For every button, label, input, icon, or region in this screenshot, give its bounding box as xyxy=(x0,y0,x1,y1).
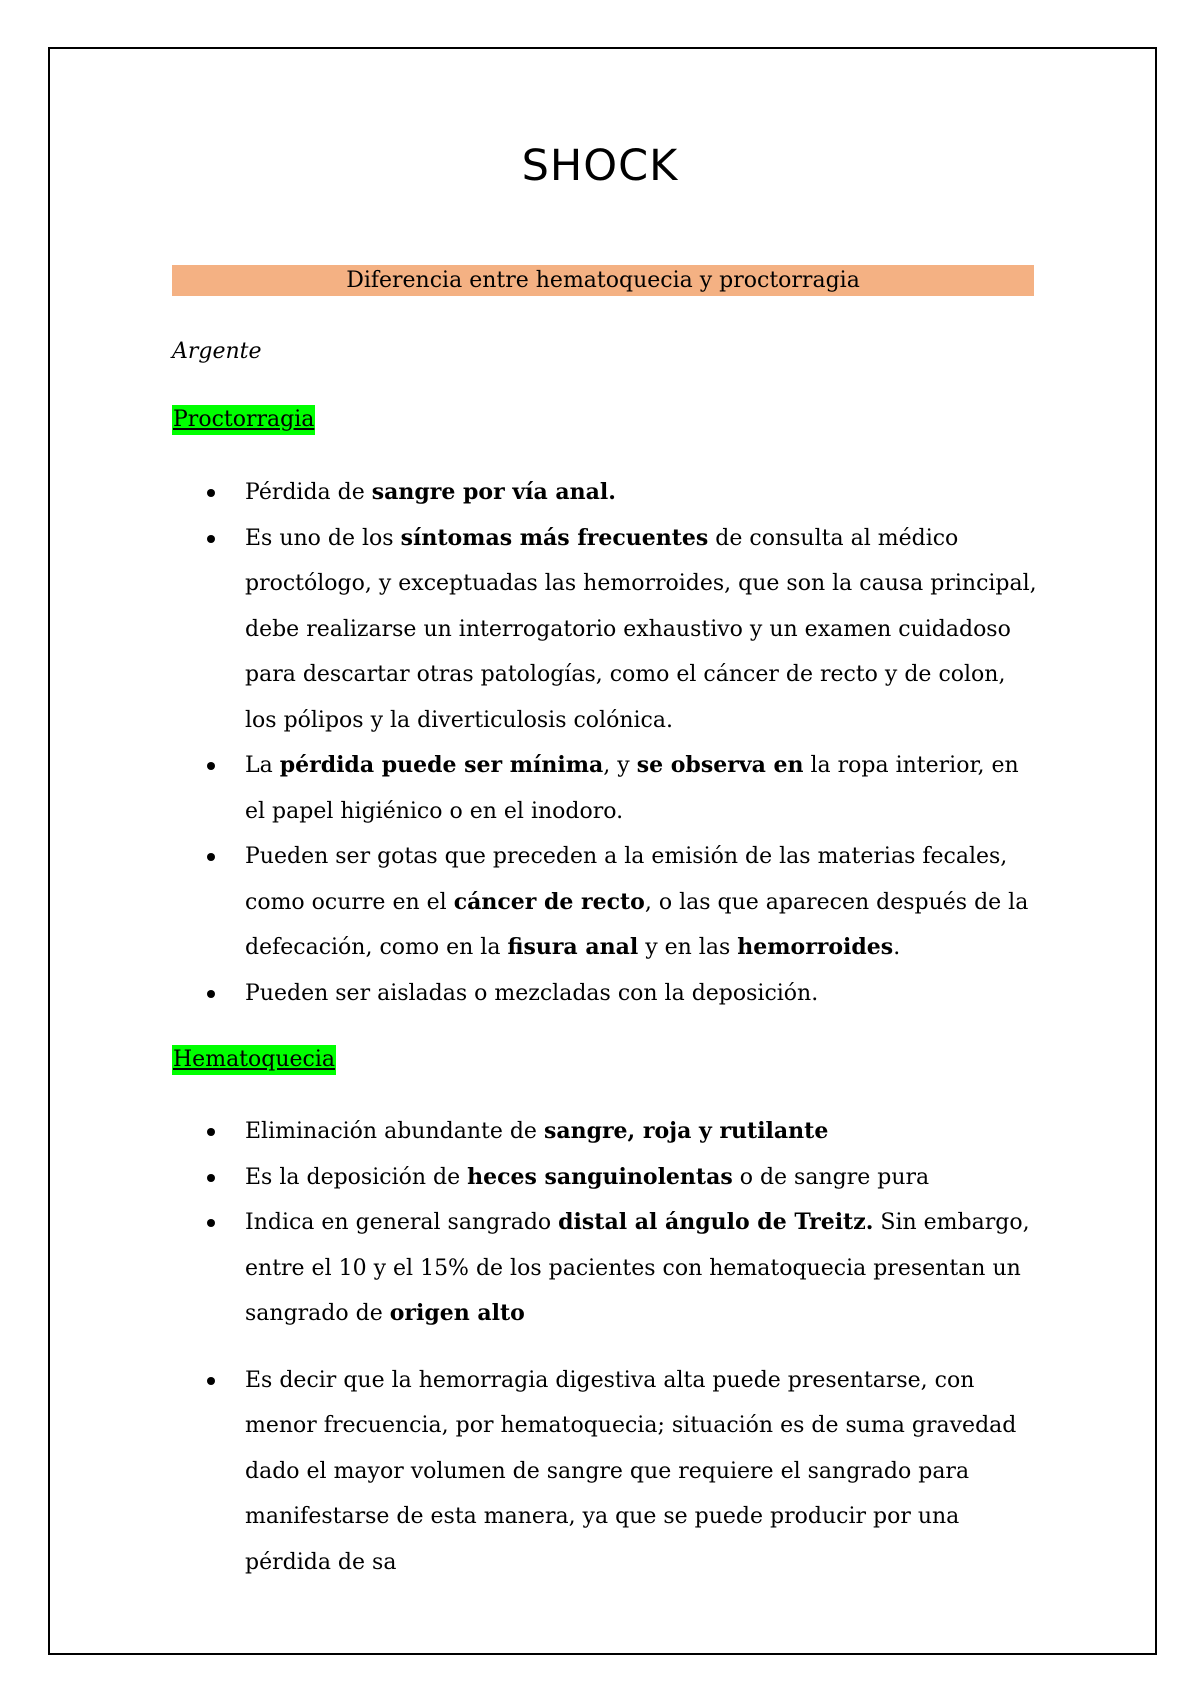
list-item: Pueden ser gotas que preceden a la emisión de las materias fecales, como ocurre en el cáncer de recto, o las que aparecen después de la defecación, como en la fisura anal y en las hemorroides. xyxy=(172,834,1042,971)
emphasis-text: distal al ángulo de Treitz. xyxy=(558,1209,874,1235)
list-item: La pérdida puede ser mínima, y se observa en la ropa interior, en el papel higiénico o en el inodoro. xyxy=(172,743,1042,834)
list-item: Pueden ser aisladas o mezcladas con la deposición. xyxy=(172,971,1042,1017)
proctorragia-list xyxy=(172,470,1042,1016)
document-title: SHOCK xyxy=(521,141,679,191)
list-item: Es la deposición de heces sanguinolentas o de sangre pura xyxy=(172,1155,1042,1201)
emphasis-text: síntomas más frecuentes xyxy=(400,524,709,551)
list-item: Pérdida de sangre por vía anal. xyxy=(172,470,1042,516)
emphasis-text: se observa en xyxy=(636,752,804,778)
emphasis-text: sangre por vía anal. xyxy=(371,479,616,505)
emphasis-text: pérdida puede ser mínima xyxy=(279,752,604,778)
list-item: Eliminación abundante de sangre, roja y rutilante xyxy=(172,1109,1042,1155)
emphasis-text: cáncer de recto xyxy=(453,888,645,915)
hematoquecia-list xyxy=(172,1109,1042,1585)
heading-hematoquecia: Hematoquecia xyxy=(172,1045,336,1075)
list-item: Es uno de los síntomas más frecuentes de consulta al médico proctólogo, y exceptuadas las hemorroides, que son la causa principal, debe realizarse un interrogatorio exhaustivo y un examen cuidadoso para descartar otras patologías, como el cáncer de recto y de colon, los pólipos y la diverticulosis colónica. xyxy=(172,516,1042,744)
emphasis-text: hemorroides xyxy=(737,934,894,960)
list-item: Es decir que la hemorragia digestiva alta puede presentarse, con menor frecuencia, por hematoquecia; situación es de suma gravedad dado el mayor volumen de sangre que requiere el sangrado para manifestarse de esta manera, ya que se puede producir por una pérdida de sa xyxy=(172,1358,1042,1586)
emphasis-text: origen alto xyxy=(389,1300,525,1326)
author-name: Argente xyxy=(172,339,262,364)
emphasis-text: heces sanguinolentas xyxy=(467,1163,733,1190)
emphasis-text: sangre, roja y rutilante xyxy=(543,1118,829,1144)
heading-proctorragia: Proctorragia xyxy=(172,405,315,435)
subtitle-banner: Diferencia entre hematoquecia y proctorragia xyxy=(172,265,1034,296)
emphasis-text: fisura anal xyxy=(507,934,639,960)
list-item: Indica en general sangrado distal al ángulo de Treitz. Sin embargo, entre el 10 y el 15% de los pacientes con hematoquecia presentan un sangrado de origen alto xyxy=(172,1200,1042,1337)
